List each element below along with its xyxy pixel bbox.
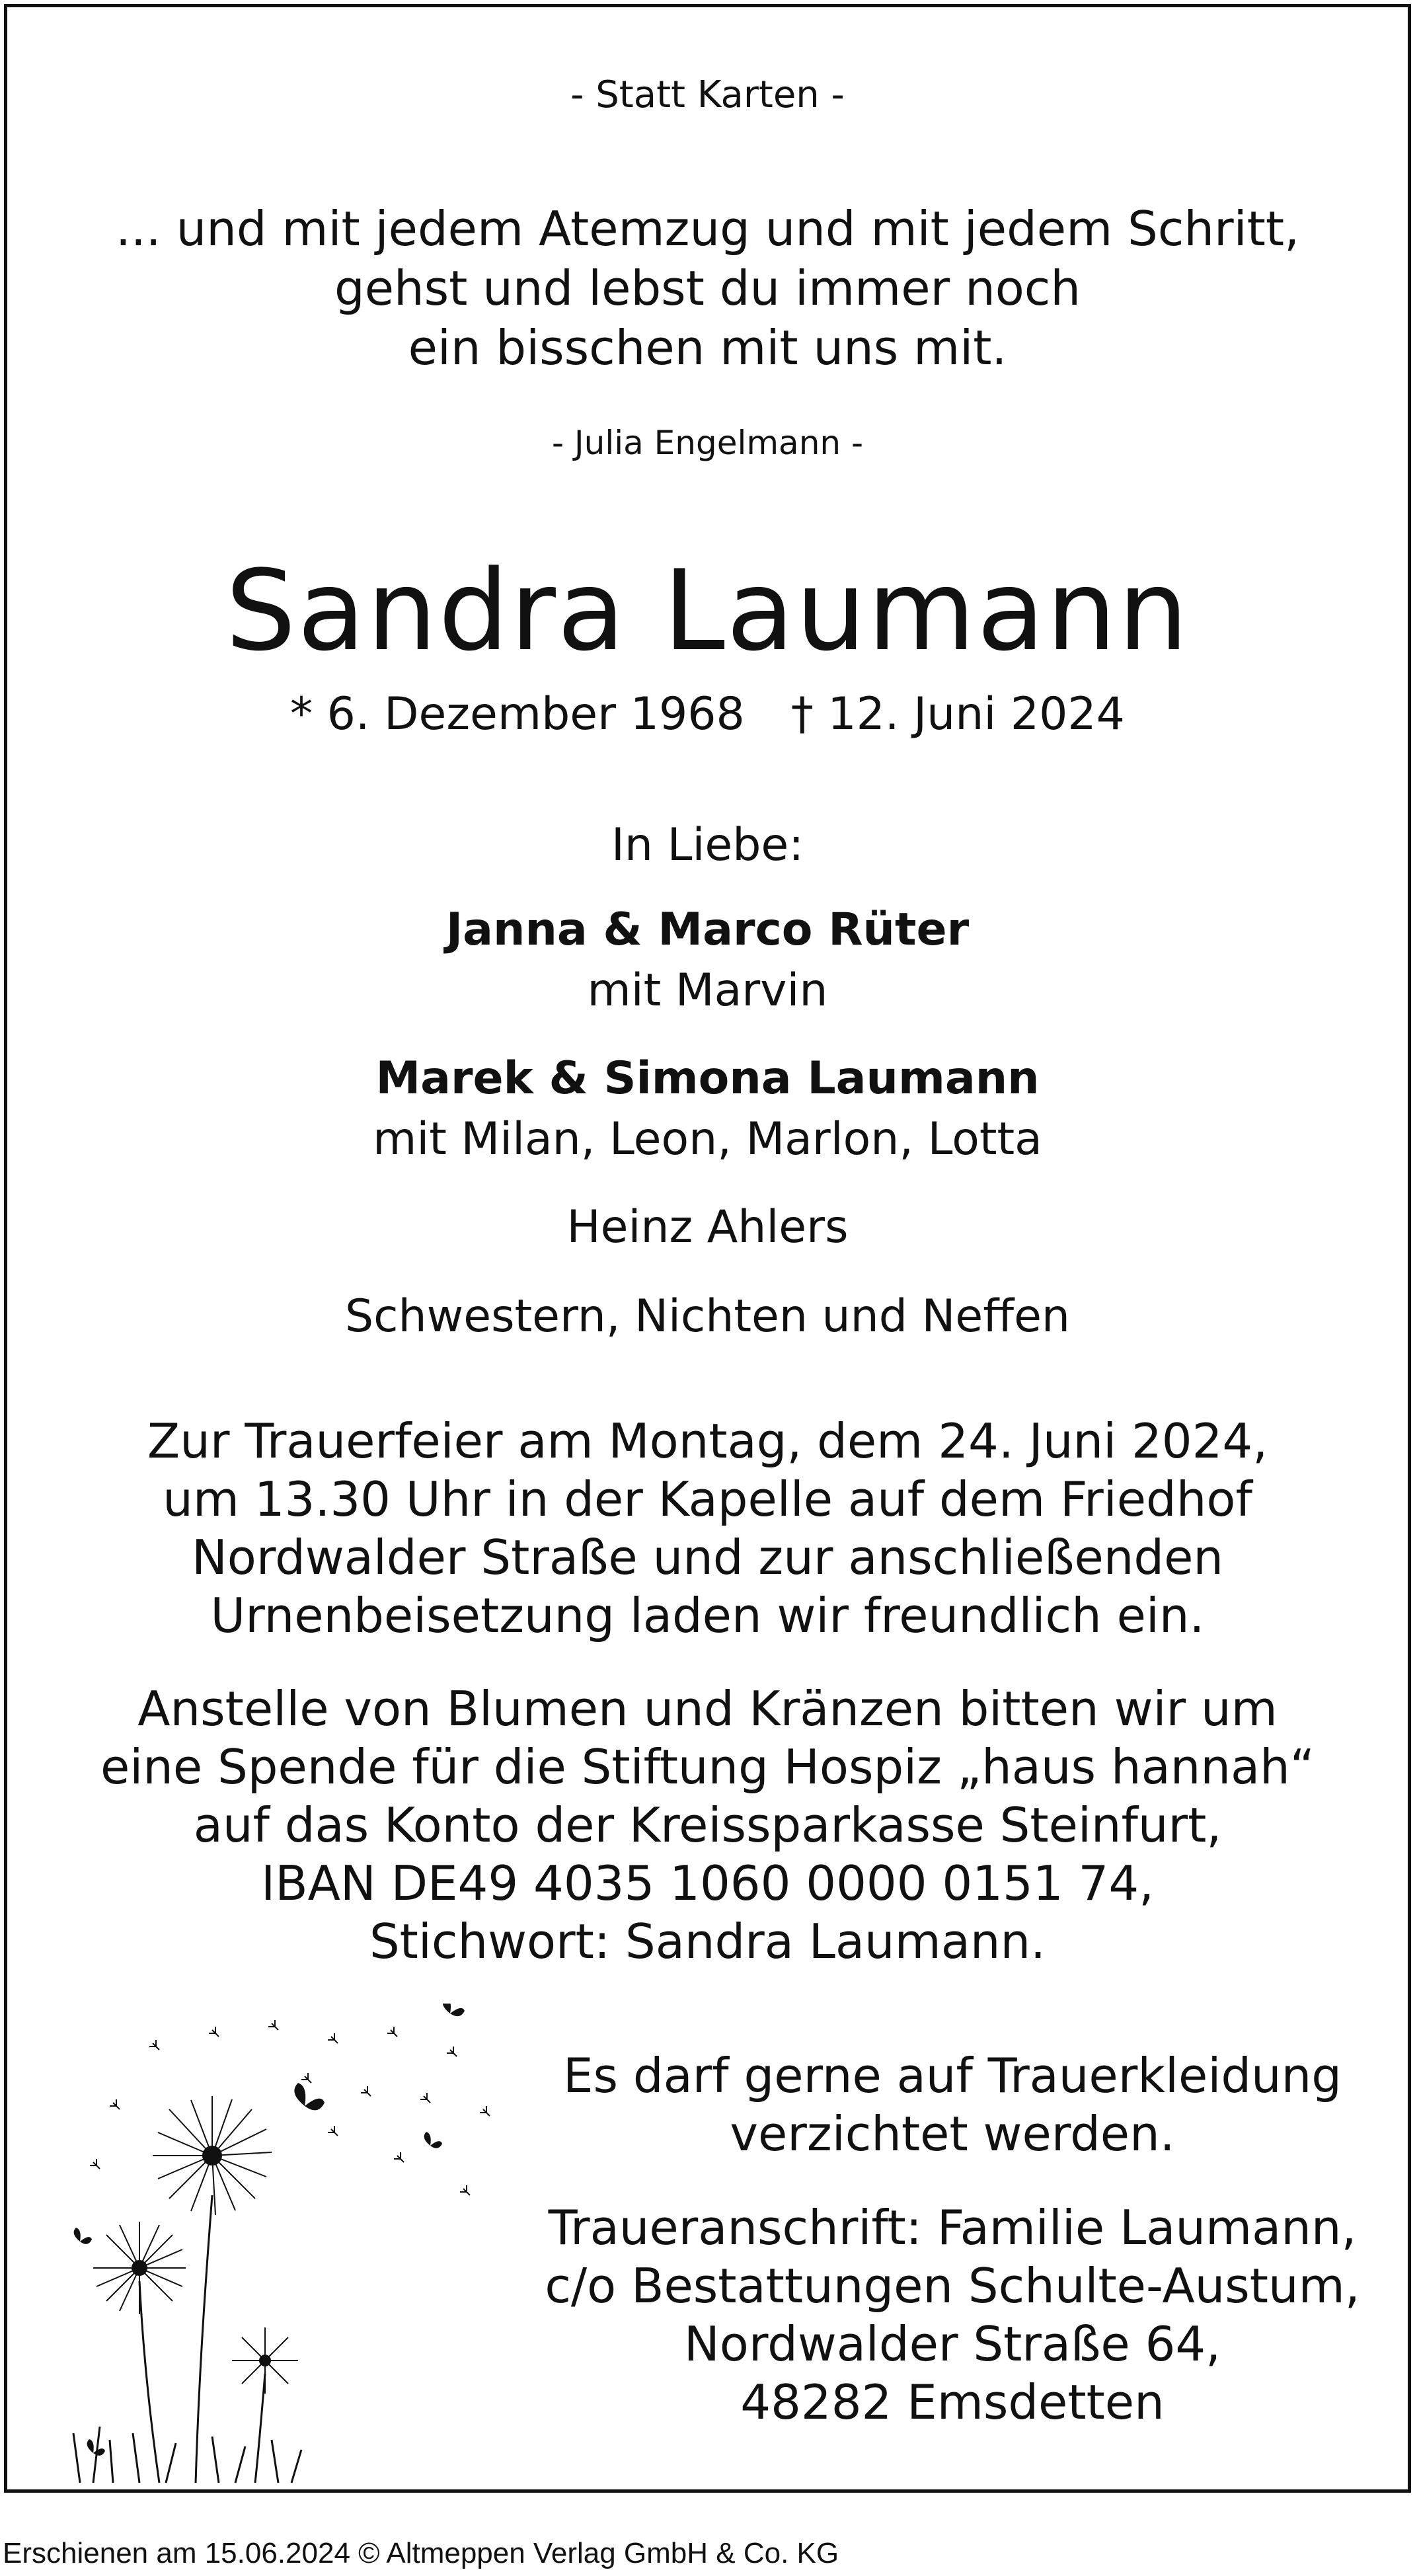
donation-line: IBAN DE49 4035 1060 0000 0151 74, bbox=[260, 1855, 1155, 1911]
mourning-address bbox=[510, 2199, 1395, 2431]
ceremony-line: Urnenbeisetzung laden wir freundlich ein. bbox=[210, 1588, 1205, 1643]
quote-line: ... und mit jedem Atemzug und mit jedem Schritt, bbox=[116, 201, 1299, 256]
mourners-intro: In Liebe: bbox=[611, 819, 804, 871]
ceremony-text bbox=[7, 1412, 1408, 1645]
ceremony-line: Nordwalder Straße und zur anschließenden bbox=[191, 1530, 1224, 1585]
address-line: Traueranschrift: Familie Laumann, bbox=[548, 2200, 1357, 2255]
address-line: 48282 Emsdetten bbox=[740, 2374, 1165, 2430]
dress-note-line: Es darf gerne auf Trauerkleidung bbox=[562, 2048, 1342, 2103]
family-children: mit Marvin bbox=[587, 964, 828, 1017]
mourner-family-2 bbox=[7, 1048, 1408, 1170]
birth-date: * 6. Dezember 1968 bbox=[290, 688, 745, 740]
quote-line: ein bisschen mit uns mit. bbox=[408, 320, 1007, 375]
address-line: c/o Bestattungen Schulte-Austum, bbox=[545, 2258, 1360, 2314]
donation-line: auf das Konto der Kreissparkasse Steinfurt, bbox=[193, 1797, 1222, 1853]
deceased-name: Sandra Laumann bbox=[225, 546, 1190, 676]
dandelion-head-medium bbox=[93, 2222, 186, 2314]
mourner-person: Heinz Ahlers bbox=[566, 1201, 849, 1253]
statt-karten-header: - Statt Karten - bbox=[570, 73, 845, 116]
quote-line: gehst und lebst du immer noch bbox=[334, 260, 1081, 316]
dandelion-head-small bbox=[232, 2327, 298, 2394]
donation-line: Anstelle von Blumen und Kränzen bitten wir um bbox=[137, 1681, 1278, 1737]
donation-line: Stichwort: Sandra Laumann. bbox=[369, 1914, 1046, 1969]
ceremony-line: Zur Trauerfeier am Montag, dem 24. Juni 2024, bbox=[147, 1413, 1268, 1469]
address-line: Nordwalder Straße 64, bbox=[683, 2316, 1221, 2372]
quote bbox=[7, 199, 1408, 377]
mourner-family-1 bbox=[7, 900, 1408, 1021]
family-name: Marek & Simona Laumann bbox=[375, 1052, 1040, 1105]
family-name: Janna & Marco Rüter bbox=[445, 904, 970, 956]
dandelion-illustration bbox=[54, 2004, 529, 2486]
family-children: mit Milan, Leon, Marlon, Lotta bbox=[373, 1113, 1042, 1165]
ceremony-line: um 13.30 Uhr in der Kapelle auf dem Friedhof bbox=[163, 1471, 1252, 1527]
donation-text bbox=[7, 1680, 1408, 1971]
death-date: † 12. Juni 2024 bbox=[790, 688, 1125, 740]
flying-seeds bbox=[90, 2020, 490, 2195]
publication-footer: Erschienen am 15.06.2024 © Altmeppen Verlag GmbH & Co. KG bbox=[3, 2537, 839, 2569]
butterfly-icon bbox=[74, 2004, 465, 2456]
dress-note bbox=[510, 2047, 1395, 2163]
obituary-frame bbox=[4, 4, 1411, 2493]
dress-note-line: verzichtet werden. bbox=[730, 2106, 1175, 2162]
donation-line: eine Spende für die Stiftung Hospiz „haus hannah“ bbox=[100, 1739, 1315, 1795]
quote-author: - Julia Engelmann - bbox=[551, 424, 864, 462]
mourner-relatives: Schwestern, Nichten und Neffen bbox=[344, 1290, 1071, 1343]
life-dates bbox=[7, 688, 1408, 740]
